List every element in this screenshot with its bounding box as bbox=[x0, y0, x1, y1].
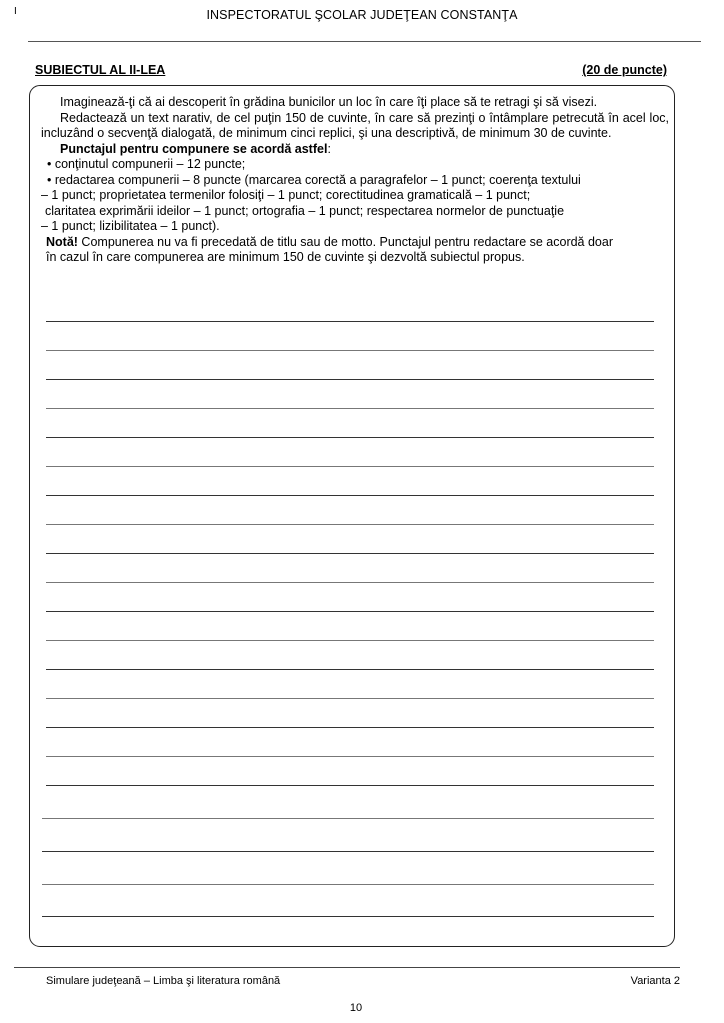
task-prompt: Imaginează-ţi că ai descoperit în grădina bunicilor un loc în care îţi place să te retragi şi să visezi. bbox=[60, 95, 598, 109]
scoring-continuation-3: – 1 punct; lizibilitatea – 1 punct). bbox=[41, 219, 220, 233]
corner-mark: I bbox=[14, 6, 17, 17]
writing-line bbox=[46, 640, 654, 641]
writing-line bbox=[46, 785, 654, 786]
writing-line bbox=[46, 495, 654, 496]
writing-line bbox=[46, 408, 654, 409]
scoring-colon: : bbox=[327, 141, 331, 156]
scoring-heading-line bbox=[41, 142, 669, 158]
writing-line bbox=[46, 669, 654, 670]
header-divider bbox=[28, 41, 701, 42]
scoring-bullet-writing: • redactarea compunerii – 8 puncte (marcarea corectă a paragrafelor – 1 punct; coerenţa textului bbox=[47, 172, 581, 187]
note-line-1 bbox=[41, 235, 669, 251]
page-header-title: INSPECTORATUL ŞCOLAR JUDEŢEAN CONSTANŢA bbox=[206, 8, 518, 22]
footer-exam-name: Simulare judeţeană – Limba şi literatura română bbox=[46, 975, 281, 987]
writing-line bbox=[46, 727, 654, 728]
footer-divider bbox=[14, 967, 680, 968]
writing-line bbox=[42, 851, 654, 852]
writing-line bbox=[42, 884, 654, 885]
writing-line bbox=[46, 321, 654, 322]
writing-line bbox=[46, 379, 654, 380]
note-label: Notă! bbox=[46, 234, 78, 249]
scoring-heading: Punctajul pentru compunere se acordă astfel bbox=[60, 141, 328, 156]
writing-line bbox=[46, 524, 654, 525]
writing-line bbox=[42, 818, 654, 819]
subject-points: (20 de puncte) bbox=[582, 63, 667, 77]
writing-line bbox=[42, 916, 654, 917]
task-instructions: Redactează un text narativ, de cel puţin 150 de cuvinte, în care să prezinţi o întâmplare petrecută în acel loc, incluzând o secvenţă dialogată, de minimum cinci replici, şi una descriptivă, de minimum 30 de cuvinte. bbox=[41, 110, 669, 140]
scoring-continuation-1: – 1 punct; proprietatea termenilor folosiţi – 1 punct; corectitudinea gramaticală – 1 punct; bbox=[41, 188, 531, 202]
writing-line bbox=[46, 756, 654, 757]
writing-line bbox=[46, 437, 654, 438]
footer-variant: Varianta 2 bbox=[630, 975, 680, 987]
writing-line bbox=[46, 698, 654, 699]
page-number: 10 bbox=[349, 1002, 363, 1014]
note-line-2: în cazul în care compunerea are minimum 150 de cuvinte şi dezvoltă subiectul propus. bbox=[46, 250, 525, 264]
writing-line bbox=[46, 611, 654, 612]
subject-title: SUBIECTUL AL II-LEA bbox=[35, 63, 166, 77]
writing-line bbox=[46, 553, 654, 554]
task-text bbox=[41, 95, 669, 266]
writing-line bbox=[46, 466, 654, 467]
scoring-continuation-2: claritatea exprimării ideilor – 1 punct; ortografia – 1 punct; respectarea normelor de punctuaţie bbox=[45, 203, 565, 218]
writing-line bbox=[46, 582, 654, 583]
scoring-bullet-content: • conţinutul compunerii – 12 puncte; bbox=[47, 157, 246, 171]
writing-line bbox=[46, 350, 654, 351]
note-text-1: Compunerea nu va fi precedată de titlu sau de motto. Punctajul pentru redactare se acordă doar bbox=[77, 234, 613, 249]
